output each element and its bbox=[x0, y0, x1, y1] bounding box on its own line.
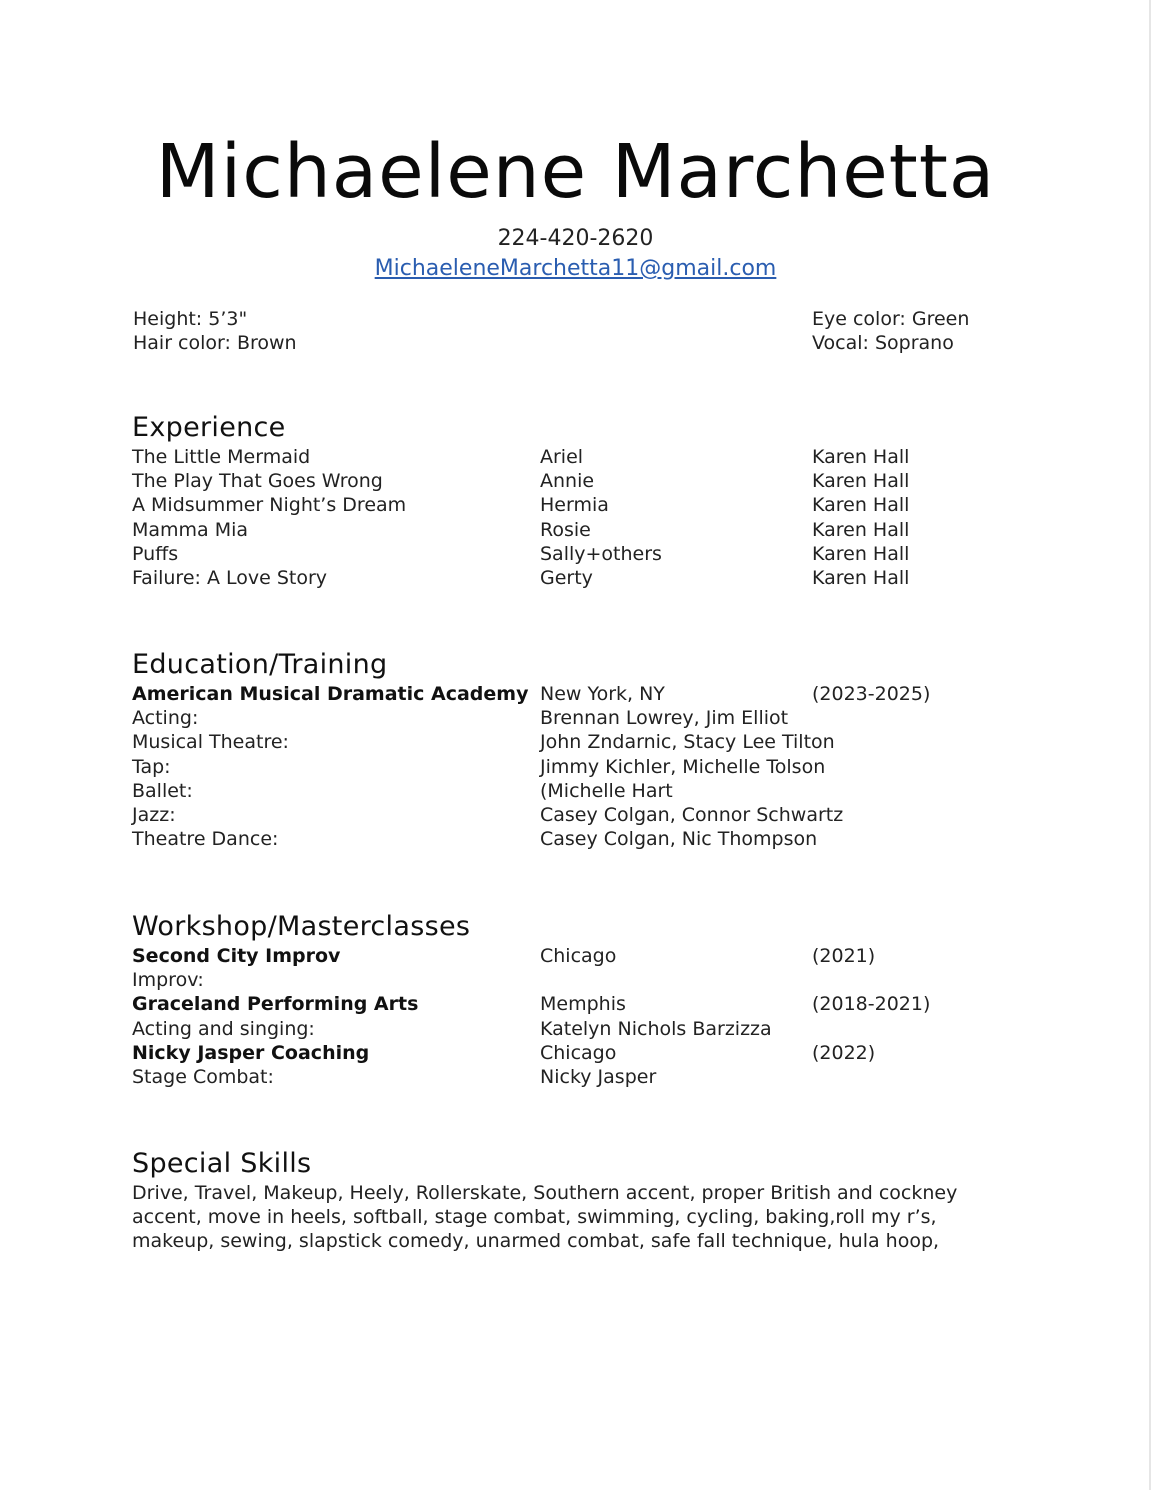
workshop-name: Nicky Jasper Coaching bbox=[132, 1041, 370, 1064]
training-teachers: Casey Colgan, Connor Schwartz bbox=[540, 803, 844, 826]
workshop-row bbox=[132, 944, 1032, 968]
show-title: Puffs bbox=[132, 542, 179, 565]
show-title: Mamma Mia bbox=[132, 518, 249, 541]
director: Karen Hall bbox=[812, 566, 910, 589]
show-title: The Play That Goes Wrong bbox=[132, 470, 383, 493]
training-teachers: Jimmy Kichler, Michelle Tolson bbox=[540, 755, 826, 778]
show-title: The Little Mermaid bbox=[132, 446, 311, 468]
skills-heading: Special Skills bbox=[132, 1148, 312, 1179]
director: Karen Hall bbox=[812, 542, 910, 565]
email-link[interactable]: MichaeleneMarchetta11@gmail.com bbox=[374, 256, 777, 281]
training-teachers: John Zndarnic, Stacy Lee Tilton bbox=[540, 731, 835, 754]
show-title: A Midsummer Night’s Dream bbox=[132, 494, 407, 517]
training-subject: Theatre Dance: bbox=[132, 828, 279, 851]
education-heading: Education/Training bbox=[132, 649, 388, 680]
workshop-teacher: Nicky Jasper bbox=[540, 1065, 657, 1088]
workshop-subject: Improv: bbox=[132, 969, 204, 992]
training-teachers: Brennan Lowrey, Jim Elliot bbox=[540, 707, 789, 730]
workshop-subject: Acting and singing: bbox=[132, 1017, 315, 1040]
skills-section bbox=[132, 1147, 1032, 1253]
role: Hermia bbox=[540, 494, 609, 517]
experience-row bbox=[132, 518, 1032, 542]
skills-line: accent, move in heels, softball, stage combat, swimming, cycling, baking,roll my r’s, bbox=[132, 1206, 937, 1228]
training-subject: Musical Theatre: bbox=[132, 731, 289, 754]
school-years: (2023-2025) bbox=[812, 683, 931, 705]
hair-color-stat: Hair color: Brown bbox=[133, 332, 297, 354]
director: Karen Hall bbox=[812, 494, 910, 517]
height-stat: Height: 5’3" bbox=[133, 308, 248, 330]
experience-row bbox=[132, 493, 1032, 517]
skills-line: makeup, sewing, slapstick comedy, unarmed combat, safe fall technique, hula hoop, bbox=[132, 1230, 940, 1252]
experience-heading: Experience bbox=[132, 412, 286, 443]
workshops-heading: Workshop/Masterclasses bbox=[132, 911, 471, 942]
eye-color-stat: Eye color: Green bbox=[812, 308, 970, 330]
role: Annie bbox=[540, 470, 595, 493]
training-subject: Tap: bbox=[132, 755, 171, 778]
training-row bbox=[132, 803, 1032, 827]
workshop-row bbox=[132, 968, 1032, 992]
training-teachers: Casey Colgan, Nic Thompson bbox=[540, 828, 818, 851]
skills-text bbox=[132, 1181, 992, 1253]
training-row bbox=[132, 827, 1032, 851]
workshop-subject: Stage Combat: bbox=[132, 1065, 274, 1088]
training-subject: Ballet: bbox=[132, 779, 193, 802]
email-line bbox=[0, 255, 1151, 283]
workshop-years: (2021) bbox=[812, 945, 876, 967]
director: Karen Hall bbox=[812, 518, 910, 541]
school-location: New York, NY bbox=[540, 683, 665, 705]
training-row bbox=[132, 730, 1032, 754]
role: Ariel bbox=[540, 446, 584, 468]
workshop-years: (2022) bbox=[812, 1041, 876, 1064]
experience-row bbox=[132, 566, 1032, 590]
workshop-years: (2018-2021) bbox=[812, 993, 931, 1016]
experience-row bbox=[132, 469, 1032, 493]
workshops-section bbox=[132, 910, 1032, 1089]
experience-row bbox=[132, 542, 1032, 566]
training-row bbox=[132, 779, 1032, 803]
physical-stats-left bbox=[133, 307, 297, 355]
workshop-location: Memphis bbox=[540, 993, 626, 1016]
physical-stats-right bbox=[812, 307, 969, 355]
workshop-row bbox=[132, 1017, 1032, 1041]
training-subject: Acting: bbox=[132, 707, 199, 730]
workshop-location: Chicago bbox=[540, 945, 617, 967]
skills-line: Drive, Travel, Makeup, Heely, Rollerskate, Southern accent, proper British and cockney bbox=[132, 1182, 958, 1204]
experience-section bbox=[132, 411, 1032, 590]
education-section bbox=[132, 648, 1032, 851]
workshop-location: Chicago bbox=[540, 1041, 617, 1064]
resume-name: Michaelene Marchetta bbox=[155, 129, 996, 215]
director: Karen Hall bbox=[812, 470, 910, 493]
training-row bbox=[132, 755, 1032, 779]
workshop-teacher: Katelyn Nichols Barzizza bbox=[540, 1017, 772, 1040]
training-teachers: (Michelle Hart bbox=[540, 779, 673, 802]
training-row bbox=[132, 706, 1032, 730]
show-title: Failure: A Love Story bbox=[132, 566, 328, 589]
role: Sally+others bbox=[540, 542, 662, 565]
workshop-name: Second City Improv bbox=[132, 945, 341, 967]
role: Gerty bbox=[540, 566, 593, 589]
phone-number: 224-420-2620 bbox=[497, 226, 654, 251]
director: Karen Hall bbox=[812, 446, 910, 468]
workshop-name: Graceland Performing Arts bbox=[132, 993, 419, 1016]
school-row bbox=[132, 682, 1032, 706]
training-subject: Jazz: bbox=[132, 803, 176, 826]
experience-row bbox=[132, 445, 1032, 469]
workshop-row bbox=[132, 1065, 1032, 1089]
workshop-row bbox=[132, 1041, 1032, 1065]
school-name: American Musical Dramatic Academy bbox=[132, 683, 529, 705]
workshop-row bbox=[132, 992, 1032, 1016]
vocal-stat: Vocal: Soprano bbox=[812, 332, 954, 354]
role: Rosie bbox=[540, 518, 591, 541]
